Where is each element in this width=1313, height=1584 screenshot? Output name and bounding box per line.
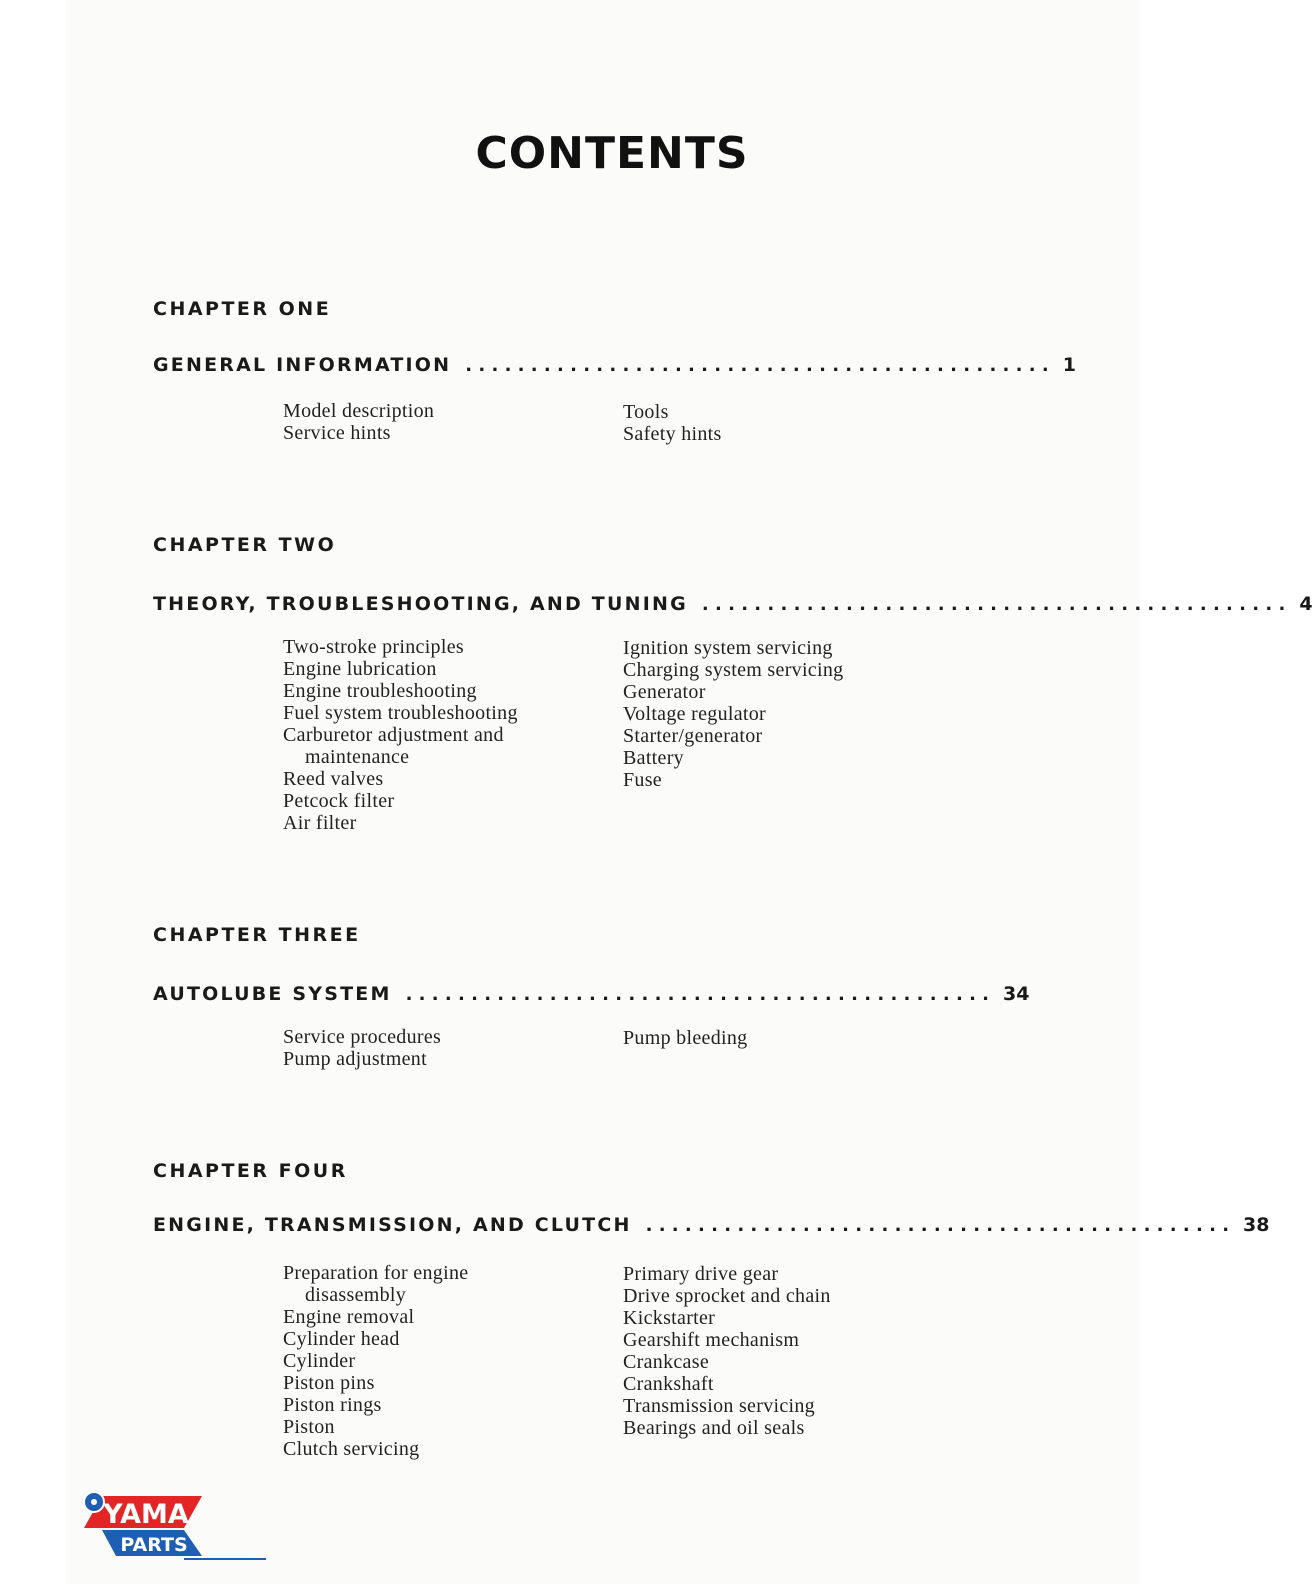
topic-item: Cylinder head bbox=[283, 1328, 400, 1350]
topic-item: Service procedures bbox=[283, 1026, 442, 1048]
dot-leader: . . . . . . . . . . . . . . . . . . . . . . . . . . . . . . . . . . . . . . . . . . . . . bbox=[701, 594, 1286, 615]
chapter-heading-row[interactable] bbox=[153, 983, 1029, 1005]
logo-top-text: YAMA bbox=[103, 1499, 189, 1530]
dot-leader: . . . . . . . . . . . . . . . . . . . . . . . . . . . . . . . . . . . . . . . . . . . . . bbox=[465, 355, 1049, 376]
logo-bottom-text: PARTS bbox=[120, 1534, 188, 1556]
topic-item: Piston rings bbox=[283, 1394, 382, 1416]
topics-right bbox=[623, 1027, 747, 1049]
topic-item: Reed valves bbox=[283, 768, 384, 790]
topic-item: Tools bbox=[623, 401, 669, 423]
topic-item: Pump adjustment bbox=[283, 1048, 427, 1070]
chapter-label: CHAPTER THREE bbox=[153, 924, 361, 946]
topics-left bbox=[283, 636, 518, 834]
page-number: 38 bbox=[1243, 1214, 1270, 1236]
topics-right bbox=[623, 637, 843, 791]
topic-item: Model description bbox=[283, 400, 435, 422]
topic-item: Service hints bbox=[283, 422, 391, 444]
topic-item-continued: maintenance bbox=[305, 746, 410, 768]
topic-item-continued: disassembly bbox=[305, 1284, 407, 1306]
topic-item: Starter/generator bbox=[623, 725, 763, 747]
topic-item: Gearshift mechanism bbox=[623, 1329, 800, 1351]
topic-item: Engine removal bbox=[283, 1306, 415, 1328]
topic-item: Engine lubrication bbox=[283, 658, 437, 680]
chapter-heading-row[interactable] bbox=[153, 354, 1076, 376]
yamaparts-logo[interactable] bbox=[80, 1490, 270, 1562]
dot-leader: . . . . . . . . . . . . . . . . . . . . . . . . . . . . . . . . . . . . . . . . . . . . . bbox=[405, 984, 990, 1005]
topic-item: Transmission servicing bbox=[623, 1395, 815, 1417]
topics-right bbox=[623, 1263, 831, 1439]
topic-item: Fuse bbox=[623, 769, 662, 791]
topic-item: Safety hints bbox=[623, 423, 722, 445]
topic-item: Piston bbox=[283, 1416, 335, 1438]
dot-leader: . . . . . . . . . . . . . . . . . . . . . . . . . . . . . . . . . . . . . . . . . . . . . bbox=[645, 1215, 1230, 1236]
topic-item: Petcock filter bbox=[283, 790, 395, 812]
topic-item: Voltage regulator bbox=[623, 703, 767, 725]
document-page bbox=[66, 0, 1140, 1584]
topic-item: Drive sprocket and chain bbox=[623, 1285, 831, 1307]
page-number: 4 bbox=[1299, 593, 1313, 615]
topic-item: Primary drive gear bbox=[623, 1263, 779, 1285]
topic-item: Air filter bbox=[283, 812, 357, 834]
topic-item: Carburetor adjustment and bbox=[283, 724, 504, 746]
chapter-label: CHAPTER ONE bbox=[153, 298, 332, 320]
topic-item: Two-stroke principles bbox=[283, 636, 464, 658]
chapter-heading-row[interactable] bbox=[153, 1214, 1270, 1236]
yamaparts-logo-graphic bbox=[80, 1490, 270, 1562]
topic-item: Preparation for engine bbox=[283, 1262, 469, 1284]
chapter-heading: ENGINE, TRANSMISSION, AND CLUTCH bbox=[153, 1214, 632, 1236]
chapter-label: CHAPTER TWO bbox=[153, 534, 337, 556]
topic-item: Cylinder bbox=[283, 1350, 356, 1372]
topics-left bbox=[283, 1262, 468, 1460]
page-number: 1 bbox=[1062, 354, 1076, 376]
chapter-heading-row[interactable] bbox=[153, 593, 1313, 615]
page-number: 34 bbox=[1003, 983, 1030, 1005]
topic-item: Engine troubleshooting bbox=[283, 680, 477, 702]
topic-item: Bearings and oil seals bbox=[623, 1417, 805, 1439]
chapter-heading: THEORY, TROUBLESHOOTING, AND TUNING bbox=[153, 593, 688, 615]
topic-item: Charging system servicing bbox=[623, 659, 844, 681]
topics-left bbox=[283, 1026, 441, 1070]
topic-item: Fuel system troubleshooting bbox=[283, 702, 518, 724]
topic-item: Crankcase bbox=[623, 1351, 709, 1373]
topic-item: Generator bbox=[623, 681, 706, 703]
topic-item: Kickstarter bbox=[623, 1307, 716, 1329]
topic-item: Battery bbox=[623, 747, 684, 769]
chapter-label: CHAPTER FOUR bbox=[153, 1160, 348, 1182]
chapter-heading: GENERAL INFORMATION bbox=[153, 354, 452, 376]
emblem-center bbox=[91, 1499, 97, 1505]
page-title: CONTENTS bbox=[475, 128, 749, 179]
topic-item: Piston pins bbox=[283, 1372, 375, 1394]
chapter-heading: AUTOLUBE SYSTEM bbox=[153, 983, 392, 1005]
topic-item: Ignition system servicing bbox=[623, 637, 833, 659]
topic-item: Pump bleeding bbox=[623, 1027, 748, 1049]
topics-left bbox=[283, 400, 434, 444]
topics-right bbox=[623, 401, 722, 445]
topic-item: Crankshaft bbox=[623, 1373, 714, 1395]
topic-item: Clutch servicing bbox=[283, 1438, 420, 1460]
